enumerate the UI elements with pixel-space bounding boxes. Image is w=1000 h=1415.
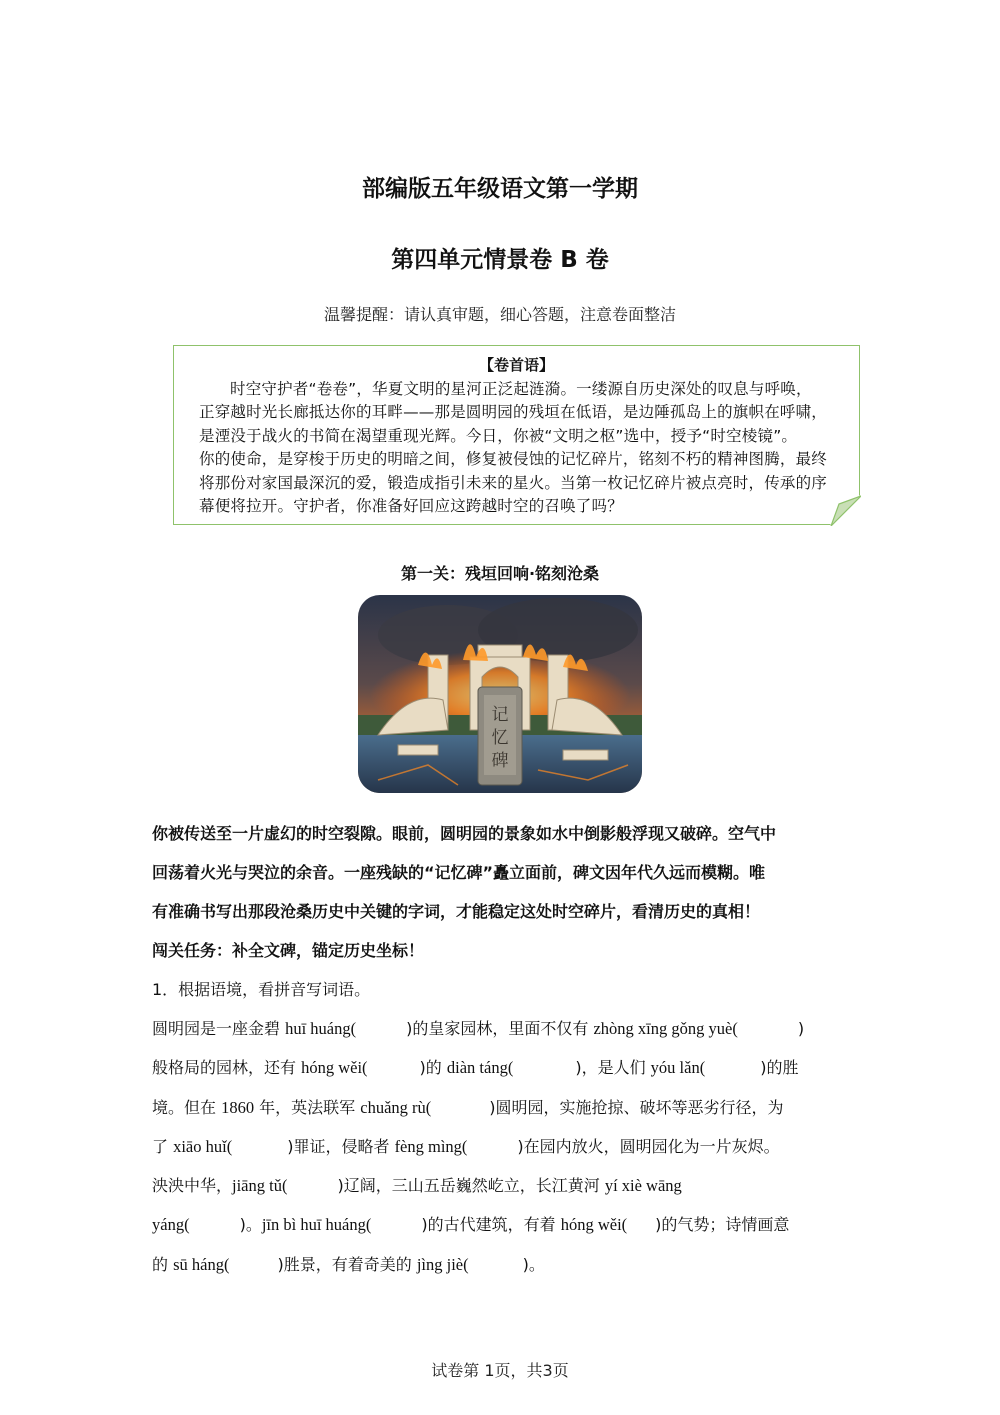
- intro-line: 你的使命，是穿梭于历史的明暗之间，修复被侵蚀的记忆碎片，铭刻不朽的精神图腾，最终: [199, 450, 828, 469]
- exam-title: 部编版五年级语文第一学期: [362, 176, 638, 202]
- question-text: )在园内放火，圆明园化为一片灰烬。: [517, 1137, 780, 1156]
- page-curl-icon: [829, 494, 861, 526]
- pinyin-text: yáng(: [152, 1215, 190, 1234]
- question-text: )圆明园，实施抢掠、破坏等恶劣行径，为: [489, 1098, 784, 1117]
- pinyin-text: chuǎng rù(: [360, 1098, 432, 1117]
- pinyin-text: fèng mìng(: [394, 1137, 468, 1156]
- task-text: 闯关任务：补全文碑，锚定历史坐标！: [152, 941, 425, 960]
- story-line: 有准确书写出那段沧桑历史中关键的字词，才能稳定这处时空碎片，看清历史的真相！: [152, 902, 761, 921]
- page-footer: 试卷第 1页，共3页: [431, 1361, 569, 1380]
- question-text: 了: [152, 1137, 174, 1156]
- reminder-text: 温馨提醒：请认真审题，细心答题，注意卷面整洁: [323, 305, 676, 324]
- pinyin-text: sū háng(: [173, 1255, 230, 1274]
- stele-char: 记: [491, 705, 509, 725]
- question-line: [152, 1173, 852, 1196]
- question-text: )胜景，有着奇美的: [277, 1255, 417, 1274]
- question-text: )，是人们: [575, 1058, 651, 1077]
- question-text: 圆明园是一座金碧: [152, 1019, 286, 1038]
- pinyin-text: hóng wěi(: [560, 1215, 628, 1234]
- exam-subtitle: 第四单元情景卷 B 卷: [391, 247, 609, 273]
- level-title: 第一关：残垣回响·铭刻沧桑: [400, 564, 600, 583]
- question-text: )。: [522, 1255, 545, 1274]
- question-text: 年，英法联军: [254, 1098, 361, 1117]
- pinyin-text: jìng jiè(: [416, 1255, 469, 1274]
- intro-line: 是湮没于战火的书简在渴望重现光辉。今日，你被“文明之枢”选中，授予“时空棱镜”。: [199, 426, 798, 445]
- question-line: [152, 1055, 852, 1078]
- intro-heading: 【卷首语】: [478, 356, 554, 374]
- intro-line: 正穿越时光长廊抵达你的耳畔——那是圆明园的残垣在低语，是边陲孤岛上的旗帜在呼啸，: [199, 403, 828, 422]
- pinyin-text: xiāo huǐ(: [173, 1137, 233, 1156]
- question-line: [152, 1016, 852, 1039]
- question-text: )的: [419, 1058, 447, 1077]
- question-text: )辽阔，三山五岳巍然屹立，长江黄河: [337, 1176, 605, 1195]
- pinyin-text: zhòng xīng gǒng yuè(: [593, 1019, 738, 1038]
- question-text: ): [797, 1019, 805, 1038]
- pinyin-text: yí xiè wāng: [604, 1176, 682, 1195]
- intro-body: [199, 378, 829, 518]
- question-line: [152, 1095, 852, 1118]
- question-text: 般格局的园林，还有: [152, 1058, 302, 1077]
- question-text: 泱泱中华，: [152, 1176, 233, 1195]
- stele-char: 忆: [491, 728, 509, 748]
- intro-box: [173, 345, 860, 525]
- pinyin-text: 1860: [221, 1098, 255, 1117]
- pinyin-text: yóu lǎn(: [650, 1058, 706, 1077]
- ruins-illustration: [358, 595, 642, 793]
- question-line: [152, 1134, 852, 1157]
- question-text: 境。但在: [152, 1098, 222, 1117]
- question-text: )。: [239, 1215, 262, 1234]
- question-text: )罪证，侵略者: [287, 1137, 395, 1156]
- pinyin-text: huī huáng(: [285, 1019, 357, 1038]
- intro-line: 将那份对家国最深沉的爱，锻造成指引未来的星火。当第一枚记忆碎片被点亮时，传承的序: [199, 473, 828, 492]
- question-text: )的皇家园林，里面不仅有: [406, 1019, 594, 1038]
- question-text: )的古代建筑，有着: [421, 1215, 561, 1234]
- question-text: 的: [152, 1255, 174, 1274]
- pinyin-text: jiāng tǔ(: [232, 1176, 288, 1195]
- story-line: 回荡着火光与哭泣的余音。一座残缺的“记忆碑”矗立面前，碑文因年代久远而模糊。唯: [152, 863, 766, 882]
- question-line: [152, 1252, 852, 1275]
- question-text: )的气势；诗情画意: [655, 1215, 790, 1234]
- story-line: 你被传送至一片虚幻的时空裂隙。眼前，圆明园的景象如水中倒影般浮现又破碎。空气中: [152, 824, 777, 843]
- pinyin-text: hóng wěi(: [301, 1058, 368, 1077]
- intro-line: 幕便将拉开。守护者，你准备好回应这跨越时空的召唤了吗？: [199, 497, 623, 516]
- question-text: )的胜: [760, 1058, 799, 1077]
- pinyin-text: diàn táng(: [446, 1058, 514, 1077]
- question-1: 1．根据语境，看拼音写词语。: [152, 980, 371, 999]
- question-line: [152, 1212, 852, 1235]
- pinyin-text: jīn bì huī huáng(: [261, 1215, 372, 1234]
- intro-line: 时空守护者“卷卷”，华夏文明的星河正泛起涟漪。一缕源自历史深处的叹息与呼唤，: [230, 380, 812, 398]
- stele-char: 碑: [491, 751, 509, 771]
